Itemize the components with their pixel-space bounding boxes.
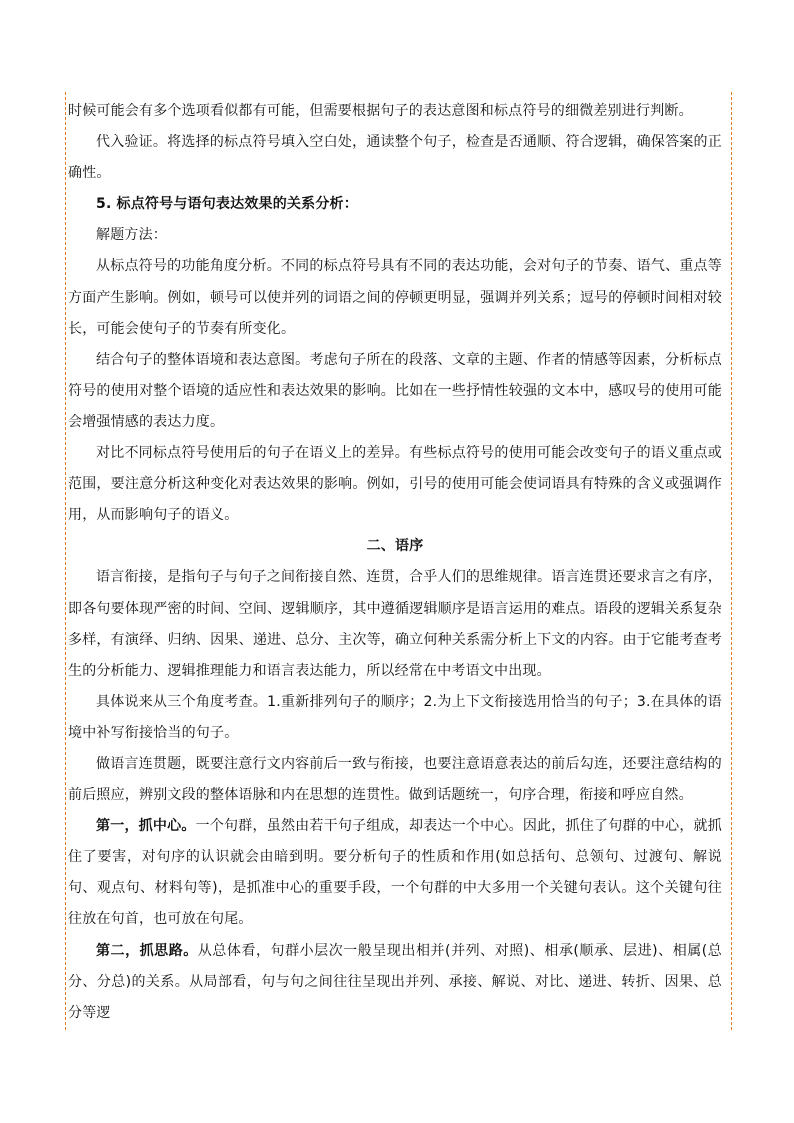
paragraph-grasp-center-body: 一个句群，虽然由若干句子组成，却表达一个中心。因此，抓住了句群的中心，就抓住了要害，对句序的认识就会由暗到明。要分析句子的性质和作用(如总括句、总领句、过渡句、解说句、观点句、材料句等)，是抓准中心的重要手段，一个句群的中大多用一个关键句表认。这个关键句往往放在句首，也可放在句尾。 <box>68 818 722 928</box>
paragraph-semantic-comparison: 对比不同标点符号使用后的句子在语义上的差异。有些标点符号的使用可能会改变句子的语义重点或范围，要注意分析这种变化对表达效果的影响。例如，引号的使用可能会使词语具有特殊的含义或强调作用，从而影响句子的语义。 <box>68 445 722 524</box>
paragraph-context-analysis: 结合句子的整体语境和表达意图。考虑句子所在的段落、文章的主题、作者的情感等因素，分析标点符号的使用对整个语境的适应性和表达效果的影响。比如在一些抒情性较强的文本中，感叹号的使用可能会增强情感的表达力度。 <box>68 351 722 430</box>
section-heading-5: 5. 标点符号与语句表达效果的关系分析： <box>96 196 358 213</box>
paragraph-continued: 时候可能会有多个选项看似都有可能，但需要根据句子的表达意图和标点符号的细微差别进行判断。 <box>68 103 693 119</box>
left-dashed-border <box>65 92 66 1030</box>
paragraph-grasp-center-lead: 第一，抓中心。 <box>96 818 196 835</box>
paragraph-language-cohesion: 语言衔接，是指句子与句子之间衔接自然、连贯，合乎人们的思维规律。语言连贯还要求言之有序，即各句要体现严密的时间、空间、逻辑顺序，其中遵循逻辑顺序是语言运用的难点。语段的逻辑关系复杂多样，有演绎、归纳、因果、递进、总分、主次等，确立何种关系需分析上下文的内容。由于它能考查考生的分析能力、逻辑推理能力和语言表达能力，所以经常在中考语文中出现。 <box>68 569 722 679</box>
paragraph-function-analysis: 从标点符号的功能角度分析。不同的标点符号具有不同的表达功能，会对句子的节奏、语气、重点等方面产生影响。例如，顿号可以使并列的词语之间的停顿更明显，强调并列关系；逗号的停顿时间相对较长，可能会使句子的节奏有所变化。 <box>68 258 722 337</box>
paragraph-three-angles: 具体说来从三个角度考查。1.重新排列句子的顺序；2.为上下文衔接选用恰当的句子；3.在具体的语境中补写衔接恰当的句子。 <box>68 693 722 741</box>
paragraph-coherence-method: 做语言连贯题，既要注意行文内容前后一致与衔接，也要注意语意表达的前后勾连，还要注意结构的前后照应，辨别文段的整体语脉和内在思想的连贯性。做到话题统一，句序合理，衔接和呼应自然。 <box>68 755 722 804</box>
paragraph-substitution-check: 代入验证。将选择的标点符号填入空白处，通读整个句子，检查是否通顺、符合逻辑，确保答案的正确性。 <box>68 134 722 182</box>
paragraph-grasp-center <box>68 811 722 935</box>
paragraph-grasp-thinking-lead: 第二，抓思路。 <box>96 942 198 959</box>
document-body <box>68 96 722 1029</box>
right-dashed-border <box>731 92 732 1030</box>
section-heading-word-order: 二、语序 <box>366 538 424 555</box>
paragraph-grasp-thinking <box>68 936 722 1029</box>
paragraph-grasp-thinking-body: 从总体看，句群小层次一般呈现出相并(并列、对照)、相承(顺承、层进)、相属(总分、分总)的关系。从局部看，句与句之间往往呈现出并列、承接、解说、对比、递进、转折、因果、总分等逻 <box>68 942 722 1021</box>
paragraph-method-label: 解题方法： <box>96 227 167 244</box>
